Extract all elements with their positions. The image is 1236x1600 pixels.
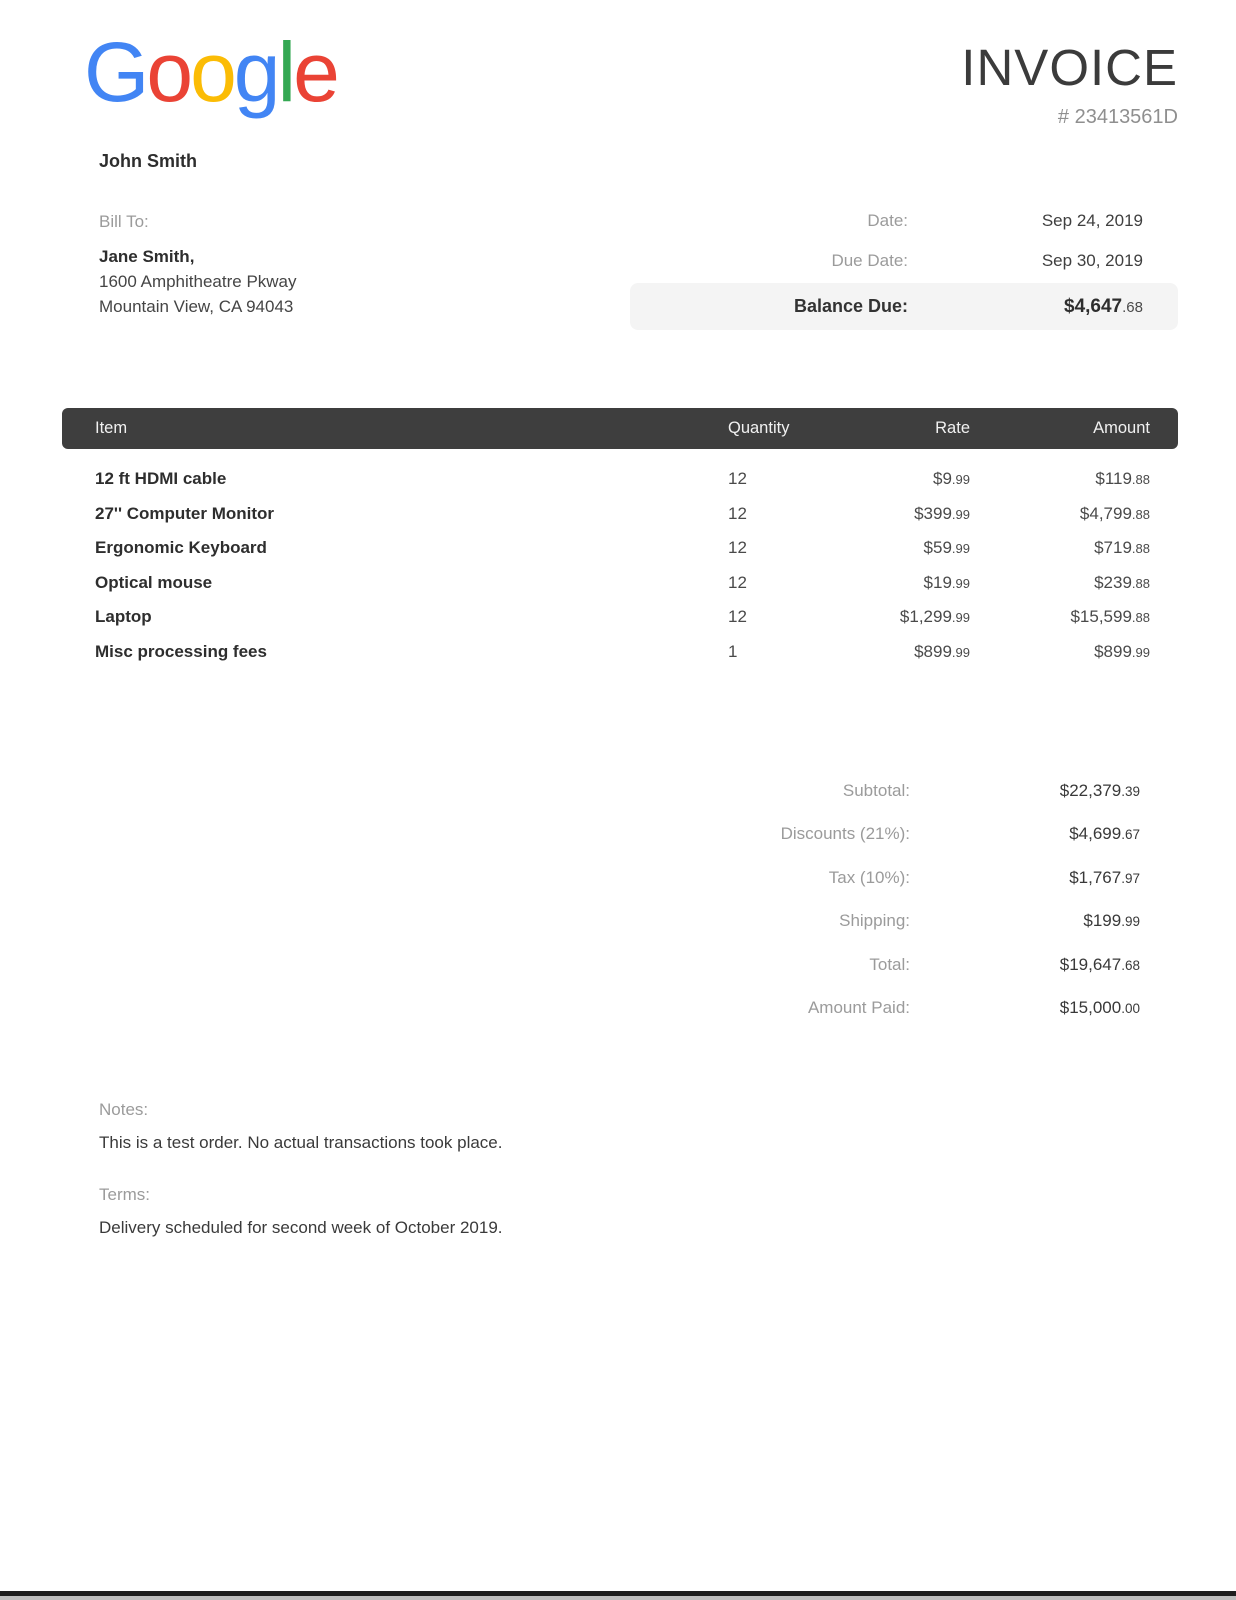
google-logo-letter: G: [84, 25, 147, 119]
date-label: Date:: [867, 211, 908, 230]
table-row: [62, 566, 1178, 601]
due-date-value: Sep 30, 2019: [1041, 251, 1143, 270]
summary-section: [62, 769, 1178, 1030]
discounts-label: Discounts (21%):: [780, 824, 910, 844]
item-amount-cell: $15,599.88: [1070, 607, 1150, 627]
invoice-title: INVOICE: [961, 39, 1178, 96]
date-value: Sep 24, 2019: [1041, 211, 1143, 230]
tax-value: $1,767.97: [1069, 867, 1140, 887]
discounts-value: $4,699.67: [1069, 824, 1140, 844]
terms-text: Delivery scheduled for second week of October 2019.: [99, 1218, 503, 1237]
item-rate-cell: $19.99: [923, 572, 970, 592]
item-quantity-cell: 12: [728, 572, 747, 592]
item-rate-cell: $1,299.99: [899, 607, 970, 627]
sender-name: John Smith: [99, 151, 197, 171]
terms-label: Terms:: [99, 1185, 150, 1204]
table-row: [62, 531, 1178, 566]
summary-row-total: [62, 943, 1178, 987]
items-table-header: [62, 408, 1178, 449]
google-logo: [84, 26, 337, 118]
table-row: [62, 600, 1178, 635]
summary-row-amount-paid: [62, 987, 1178, 1031]
amount-paid-label: Amount Paid:: [807, 998, 910, 1018]
google-logo-letter: g: [233, 25, 278, 119]
item-name-cell: Misc processing fees: [95, 641, 267, 661]
item-name-cell: Laptop: [95, 607, 152, 627]
due-date-row: [630, 241, 1178, 281]
item-name-cell: Optical mouse: [95, 572, 213, 592]
date-row: [630, 201, 1178, 241]
bill-to-name: Jane Smith,: [99, 247, 195, 266]
item-amount-cell: $119.88: [1095, 469, 1150, 489]
summary-row-discounts: [62, 813, 1178, 857]
summary-row-subtotal: [62, 769, 1178, 813]
item-name-cell: Ergonomic Keyboard: [95, 538, 267, 558]
bill-to-address-line2: Mountain View, CA 94043: [99, 297, 294, 316]
shipping-value: $199.99: [1083, 911, 1140, 931]
item-name-cell: 27'' Computer Monitor: [95, 503, 275, 523]
notes-text: This is a test order. No actual transactions took place.: [99, 1133, 503, 1152]
item-quantity-cell: 12: [728, 538, 747, 558]
total-value: $19,647.68: [1059, 954, 1140, 974]
amount-paid-value: $15,000.00: [1059, 998, 1140, 1018]
bill-to-address-line1: 1600 Amphitheatre Pkway: [99, 272, 297, 291]
item-name-cell: 12 ft HDMI cable: [95, 469, 227, 489]
column-header-quantity: Quantity: [728, 419, 790, 437]
parties-section: [62, 151, 1178, 330]
balance-due-row: [630, 283, 1178, 330]
balance-due-label: Balance Due:: [793, 296, 908, 316]
tax-label: Tax (10%):: [828, 867, 910, 887]
item-rate-cell: $9.99: [933, 469, 970, 489]
item-amount-cell: $719.88: [1094, 538, 1150, 558]
terms-section: [99, 1185, 1178, 1238]
bill-to-label: Bill To:: [99, 212, 149, 231]
notes-section: [99, 1100, 1178, 1153]
item-quantity-cell: 1: [728, 641, 738, 661]
summary-row-tax: [62, 856, 1178, 900]
item-quantity-cell: 12: [728, 469, 747, 489]
items-table-body: [62, 449, 1178, 669]
invoice-title-block: [961, 26, 1178, 129]
shipping-label: Shipping:: [839, 911, 910, 931]
due-date-label: Due Date:: [831, 251, 908, 270]
invoice-header: [62, 0, 1178, 129]
google-logo-letter: e: [293, 25, 337, 119]
column-header-amount: Amount: [1093, 419, 1150, 437]
table-row: [62, 462, 1178, 497]
subtotal-value: $22,379.39: [1059, 780, 1140, 800]
item-rate-cell: $59.99: [923, 538, 970, 558]
item-amount-cell: $4,799.88: [1079, 503, 1150, 523]
google-logo-letter: o: [190, 25, 234, 119]
bill-to-block: [99, 151, 297, 330]
column-header-item: Item: [95, 419, 128, 437]
subtotal-label: Subtotal:: [842, 780, 910, 800]
item-amount-cell: $239.88: [1094, 572, 1150, 592]
invoice-meta-block: [630, 201, 1178, 330]
notes-label: Notes:: [99, 1100, 149, 1119]
total-label: Total:: [869, 954, 910, 974]
page-bottom-border-shadow: [0, 1596, 1236, 1600]
item-rate-cell: $899.99: [914, 641, 970, 661]
google-logo-letter: o: [146, 25, 191, 119]
item-quantity-cell: 12: [728, 607, 747, 627]
google-logo-letter: l: [277, 25, 294, 119]
item-quantity-cell: 12: [728, 503, 747, 523]
summary-row-shipping: [62, 900, 1178, 944]
item-rate-cell: $399.99: [914, 503, 970, 523]
column-header-rate: Rate: [935, 419, 970, 437]
balance-due-value: $4,647.68: [1064, 295, 1143, 317]
items-table: [62, 408, 1178, 669]
table-row: [62, 635, 1178, 670]
item-amount-cell: $899.99: [1094, 641, 1150, 661]
invoice-number: # 23413561D: [1057, 106, 1178, 128]
table-row: [62, 497, 1178, 532]
